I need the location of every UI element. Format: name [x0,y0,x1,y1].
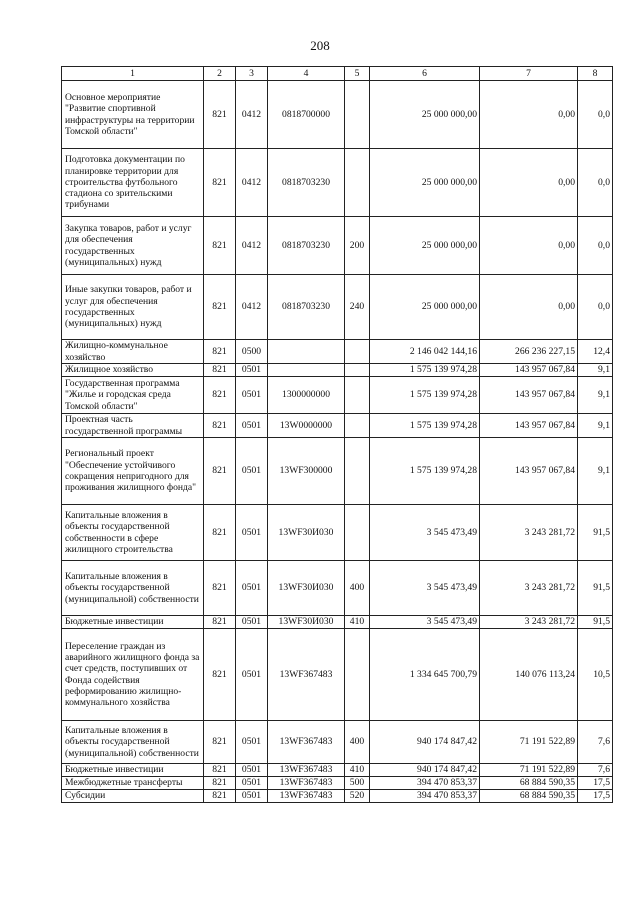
table-row [62,275,613,340]
row-section-code: 0501 [236,616,268,629]
table-row [62,364,613,377]
row-planned-amount: 3 545 473,49 [370,505,480,561]
row-planned-amount: 1 575 139 974,28 [370,414,480,438]
row-percent: 0,0 [578,217,613,275]
row-name: Региональный проект "Обеспечение устойчивого сокращения непригодного для проживания жилищного фонда" [62,438,204,505]
table-row [62,505,613,561]
budget-table [61,66,613,803]
row-actual-amount: 143 957 067,84 [480,377,578,414]
row-grbs-code: 821 [204,790,236,803]
row-actual-amount: 0,00 [480,217,578,275]
row-expense-type [345,340,370,364]
row-planned-amount: 1 334 645 700,79 [370,629,480,721]
row-actual-amount: 3 243 281,72 [480,616,578,629]
table-row [62,561,613,616]
row-planned-amount: 1 575 139 974,28 [370,438,480,505]
column-header: 4 [268,67,345,81]
row-name: Государственная программа "Жилье и городская среда Томской области" [62,377,204,414]
table-row [62,149,613,217]
row-grbs-code: 821 [204,81,236,149]
row-actual-amount: 71 191 522,89 [480,721,578,764]
row-planned-amount: 25 000 000,00 [370,275,480,340]
row-section-code: 0412 [236,217,268,275]
row-section-code: 0412 [236,81,268,149]
row-percent: 10,5 [578,629,613,721]
row-name: Проектная часть государственной программы [62,414,204,438]
row-expense-type [345,505,370,561]
row-actual-amount: 140 076 113,24 [480,629,578,721]
row-percent: 9,1 [578,377,613,414]
row-section-code: 0501 [236,377,268,414]
row-expense-type: 500 [345,777,370,790]
row-planned-amount: 394 470 853,37 [370,790,480,803]
row-name: Субсидии [62,790,204,803]
row-percent: 7,6 [578,721,613,764]
row-expense-type [345,81,370,149]
row-name: Межбюджетные трансферты [62,777,204,790]
row-grbs-code: 821 [204,149,236,217]
row-grbs-code: 821 [204,505,236,561]
row-planned-amount: 3 545 473,49 [370,561,480,616]
row-planned-amount: 394 470 853,37 [370,777,480,790]
row-planned-amount: 25 000 000,00 [370,217,480,275]
row-actual-amount: 266 236 227,15 [480,340,578,364]
row-planned-amount: 25 000 000,00 [370,149,480,217]
column-header: 7 [480,67,578,81]
row-expense-type: 200 [345,217,370,275]
row-expense-type [345,414,370,438]
column-header: 1 [62,67,204,81]
column-header: 2 [204,67,236,81]
row-section-code: 0501 [236,721,268,764]
row-target-article: 13W0000000 [268,414,345,438]
row-percent: 0,0 [578,275,613,340]
row-target-article: 13WF367483 [268,721,345,764]
row-percent: 91,5 [578,616,613,629]
page-number: 208 [310,38,330,53]
header-row [62,67,613,81]
row-section-code: 0501 [236,777,268,790]
table-row [62,616,613,629]
row-section-code: 0501 [236,561,268,616]
row-expense-type [345,629,370,721]
row-planned-amount: 25 000 000,00 [370,81,480,149]
row-actual-amount: 0,00 [480,81,578,149]
row-grbs-code: 821 [204,721,236,764]
row-target-article: 0818703230 [268,217,345,275]
row-actual-amount: 0,00 [480,275,578,340]
column-header: 5 [345,67,370,81]
row-planned-amount: 3 545 473,49 [370,616,480,629]
table-row [62,340,613,364]
row-name: Подготовка документации по планировке территории для строительства футбольного стадиона со зрительскими трибунами [62,149,204,217]
row-section-code: 0501 [236,790,268,803]
row-name: Иные закупки товаров, работ и услуг для обеспечения государственных (муниципальных) нужд [62,275,204,340]
row-section-code: 0501 [236,505,268,561]
table-row [62,721,613,764]
row-section-code: 0501 [236,364,268,377]
row-planned-amount: 940 174 847,42 [370,721,480,764]
row-planned-amount: 940 174 847,42 [370,764,480,777]
row-target-article: 13WF30И030 [268,561,345,616]
row-target-article: 13WF367483 [268,629,345,721]
row-planned-amount: 1 575 139 974,28 [370,377,480,414]
row-expense-type [345,149,370,217]
column-header: 8 [578,67,613,81]
row-grbs-code: 821 [204,275,236,340]
row-percent: 17,5 [578,777,613,790]
row-name: Капитальные вложения в объекты государственной (муниципальной) собственности [62,561,204,616]
row-target-article: 13WF300000 [268,438,345,505]
row-expense-type: 400 [345,561,370,616]
row-percent: 7,6 [578,764,613,777]
table-row [62,217,613,275]
row-target-article: 13WF367483 [268,764,345,777]
row-target-article: 1300000000 [268,377,345,414]
row-expense-type: 520 [345,790,370,803]
row-actual-amount: 68 884 590,35 [480,777,578,790]
row-planned-amount: 1 575 139 974,28 [370,364,480,377]
row-planned-amount: 2 146 042 144,16 [370,340,480,364]
row-percent: 91,5 [578,505,613,561]
row-name: Бюджетные инвестиции [62,764,204,777]
row-percent: 0,0 [578,81,613,149]
row-expense-type: 410 [345,616,370,629]
row-grbs-code: 821 [204,629,236,721]
row-target-article: 13WF30И030 [268,616,345,629]
row-percent: 9,1 [578,414,613,438]
row-name: Основное мероприятие "Развитие спортивной инфраструктуры на территории Томской области" [62,81,204,149]
row-section-code: 0501 [236,629,268,721]
row-grbs-code: 821 [204,414,236,438]
row-name: Переселение граждан из аварийного жилищного фонда за счет средств, поступивших от Фонда содействия реформированию жилищно-коммунального хозяйства [62,629,204,721]
table-row [62,777,613,790]
row-section-code: 0500 [236,340,268,364]
row-expense-type: 240 [345,275,370,340]
row-expense-type [345,438,370,505]
row-actual-amount: 3 243 281,72 [480,561,578,616]
row-grbs-code: 821 [204,777,236,790]
row-actual-amount: 68 884 590,35 [480,790,578,803]
row-percent: 17,5 [578,790,613,803]
row-expense-type [345,377,370,414]
row-section-code: 0412 [236,149,268,217]
row-section-code: 0501 [236,764,268,777]
row-section-code: 0501 [236,438,268,505]
row-grbs-code: 821 [204,217,236,275]
row-target-article: 13WF367483 [268,790,345,803]
row-name: Бюджетные инвестиции [62,616,204,629]
row-percent: 12,4 [578,340,613,364]
row-actual-amount: 143 957 067,84 [480,364,578,377]
table-row [62,764,613,777]
row-name: Капитальные вложения в объекты государственной (муниципальной) собственности [62,721,204,764]
table-row [62,629,613,721]
table-body [62,81,613,803]
row-target-article [268,364,345,377]
row-actual-amount: 143 957 067,84 [480,414,578,438]
row-percent: 9,1 [578,438,613,505]
row-grbs-code: 821 [204,764,236,777]
row-grbs-code: 821 [204,340,236,364]
row-target-article: 13WF30И030 [268,505,345,561]
row-section-code: 0412 [236,275,268,340]
row-actual-amount: 71 191 522,89 [480,764,578,777]
table-row [62,790,613,803]
row-name: Жилищно-коммунальное хозяйство [62,340,204,364]
row-target-article: 0818700000 [268,81,345,149]
row-name: Жилищное хозяйство [62,364,204,377]
table-row [62,438,613,505]
row-actual-amount: 0,00 [480,149,578,217]
row-name: Капитальные вложения в объекты государственной собственности в сфере жилищного строительства [62,505,204,561]
row-expense-type: 400 [345,721,370,764]
table-row [62,81,613,149]
column-header: 6 [370,67,480,81]
row-actual-amount: 3 243 281,72 [480,505,578,561]
row-name: Закупка товаров, работ и услуг для обеспечения государственных (муниципальных) нужд [62,217,204,275]
row-expense-type [345,364,370,377]
row-actual-amount: 143 957 067,84 [480,438,578,505]
row-target-article: 0818703230 [268,149,345,217]
row-target-article: 13WF367483 [268,777,345,790]
row-grbs-code: 821 [204,364,236,377]
row-grbs-code: 821 [204,377,236,414]
row-grbs-code: 821 [204,438,236,505]
column-header: 3 [236,67,268,81]
table-row [62,414,613,438]
row-target-article: 0818703230 [268,275,345,340]
row-expense-type: 410 [345,764,370,777]
table-row [62,377,613,414]
row-percent: 0,0 [578,149,613,217]
row-percent: 91,5 [578,561,613,616]
row-target-article [268,340,345,364]
row-grbs-code: 821 [204,616,236,629]
row-section-code: 0501 [236,414,268,438]
row-grbs-code: 821 [204,561,236,616]
row-percent: 9,1 [578,364,613,377]
